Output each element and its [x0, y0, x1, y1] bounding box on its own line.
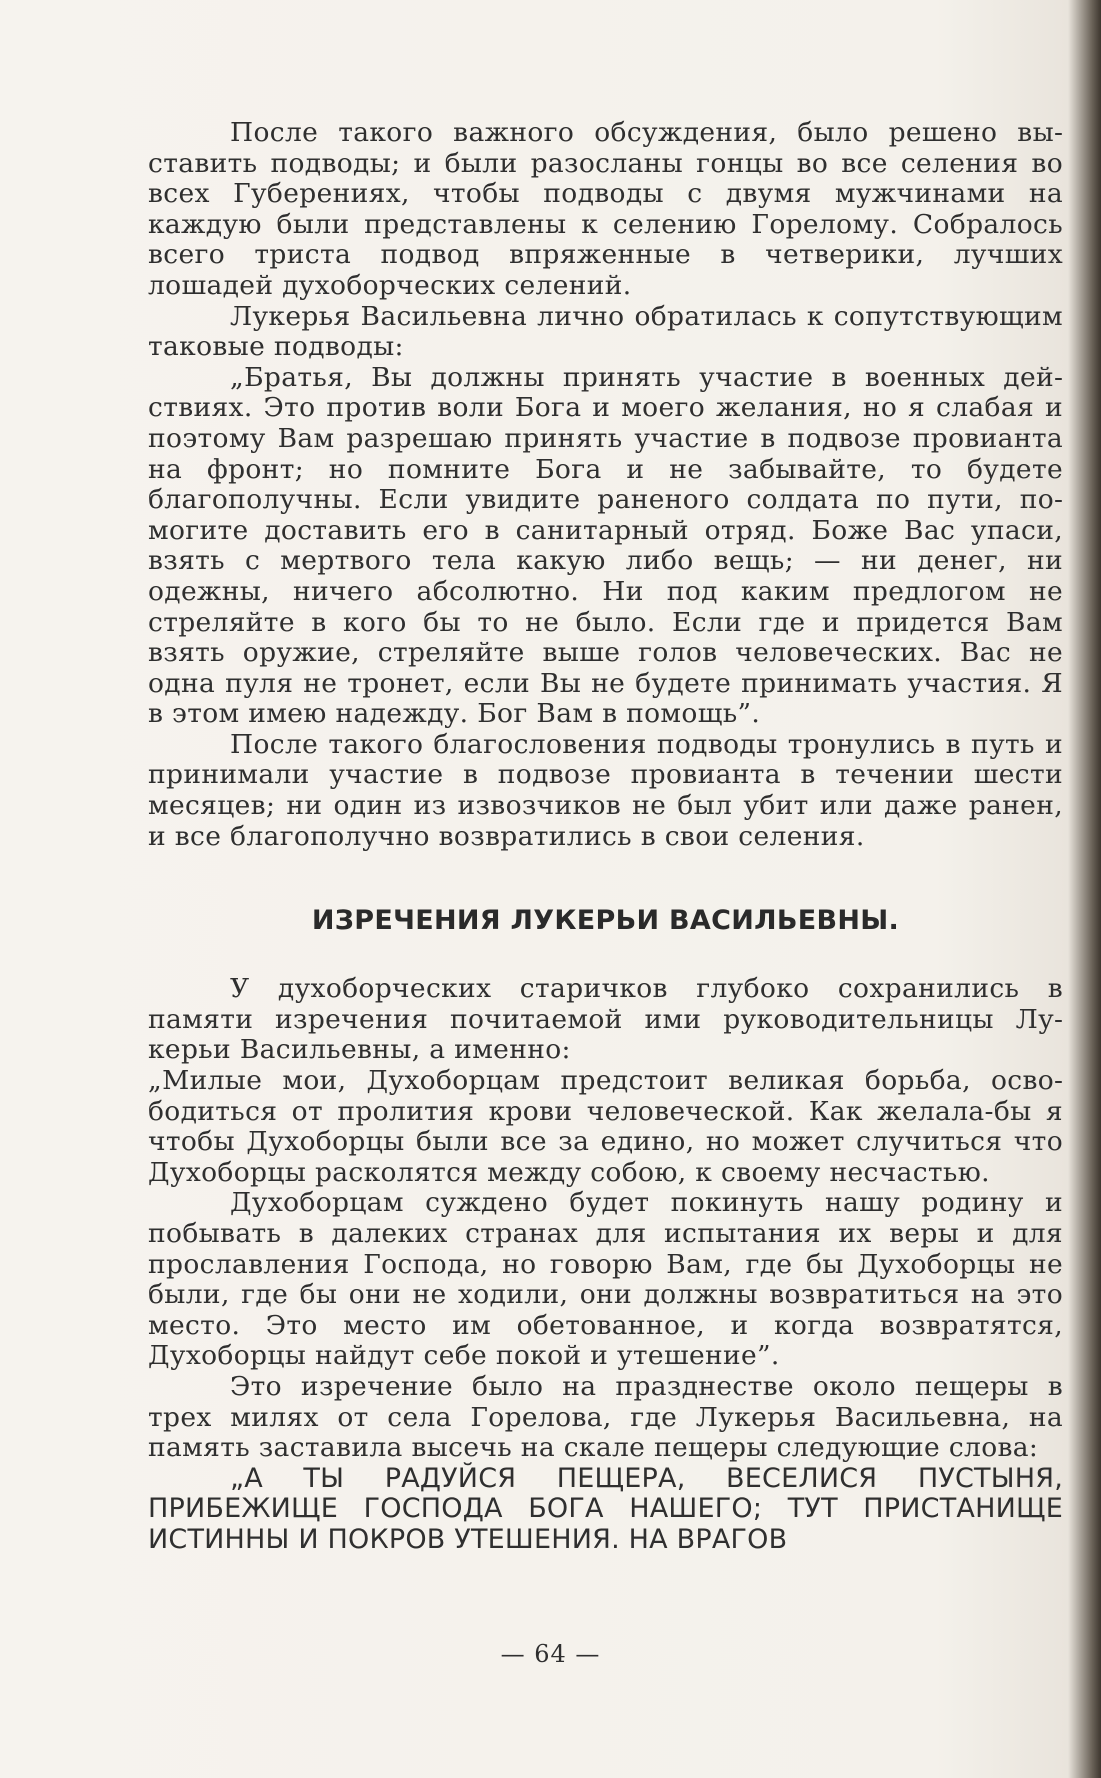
paragraph: „Милые мои, Духоборцам предстоит великая борьба, освободиться от пролития крови человеческой. Как желала-бы я чтобы Духоборцы были все за едино, но может случиться что Духоборцы расколятся между собою, к своему несчастью.: [148, 1065, 1063, 1188]
paragraph: „Братья, Вы должны принять участие в военных действиях. Это против воли Бога и моего желания, но я слабая и поэтому Вам разрешаю принять участие в подвозе провианта на фронт; но помните Бога и не забывайте, то будете благополучны. Если увидите раненого солдата по пути, помогите доставить его в санитарный отряд. Боже Вас упаси, взять с мертвого тела какую либо вещь; — ни денег, ни одежны, ничего абсолютно. Ни под каким предлогом не стреляйте в кого бы то не было. Если где и придется Вам взять оружие, стреляйте выше голов человеческих. Вас не одна пуля не тронет, если Вы не будете принимать участия. Я в этом имею надежду. Бог Вам в помощь”.: [148, 361, 1063, 730]
page-number: — 64 —: [500, 1640, 601, 1668]
page-text-block: [148, 118, 1063, 1556]
paragraph: У духоборческих старичков глубоко сохранились в памяти изречения почитаемой ими руководительницы Лукерьи Васильевны, а именно:: [148, 973, 1063, 1066]
section-heading: ИЗРЕЧЕНИЯ ЛУКЕРЬИ ВАСИЛЬЕВНЫ.: [311, 905, 900, 937]
section-gap: [148, 938, 1063, 974]
paragraph: После такого благословения подводы тронулись в путь и принимали участие в подвозе провианта в течении шести месяцев; ни один из извозчиков не был убит или даже ранен, и все благополучно возвратились в свои селения.: [148, 728, 1063, 852]
inscription-text: „А ТЫ РАДУЙСЯ ПЕЩЕРА, ВЕСЕЛИСЯ ПУСТЫНЯ, ПРИБЕЖИЩЕ ГОСПОДА БОГА НАШЕГО; ТУТ ПРИСТАНИЩЕ ИСТИННЫ И ПОКРОВ УТЕШЕНИЯ. НА ВРАГОВ: [148, 1462, 1063, 1555]
section-gap: [148, 852, 1063, 904]
paragraph: Духоборцам суждено будет покинуть нашу родину и побывать в далеких странах для испытания их веры и для прославления Господа, но говорю Вам, где бы Духоборцы не были, где бы они не ходили, они должны возвратиться на это место. Это место им обетованное, и когда возвратятся, Духоборцы найдут себе покой и утешение”.: [148, 1187, 1063, 1372]
paragraph: После такого важного обсуждения, было решено выставить подводы; и были разосланы гонцы во все селения во всех Губерениях, чтобы подводы с двумя мужчинами на каждую были представлены к селению Горелому. Собралось всего триста подвод впряженные в четверики, лучших лошадей духоборческих селений.: [148, 117, 1063, 301]
paragraph: Это изречение было на празднестве около пещеры в трех милях от села Горелова, где Лукерья Васильевна, на память заставила высечь на скале пещеры следующие слова:: [148, 1370, 1063, 1464]
paragraph: Лукерья Васильевна лично обратилась к сопутствующим таковые подводы:: [148, 300, 1063, 363]
